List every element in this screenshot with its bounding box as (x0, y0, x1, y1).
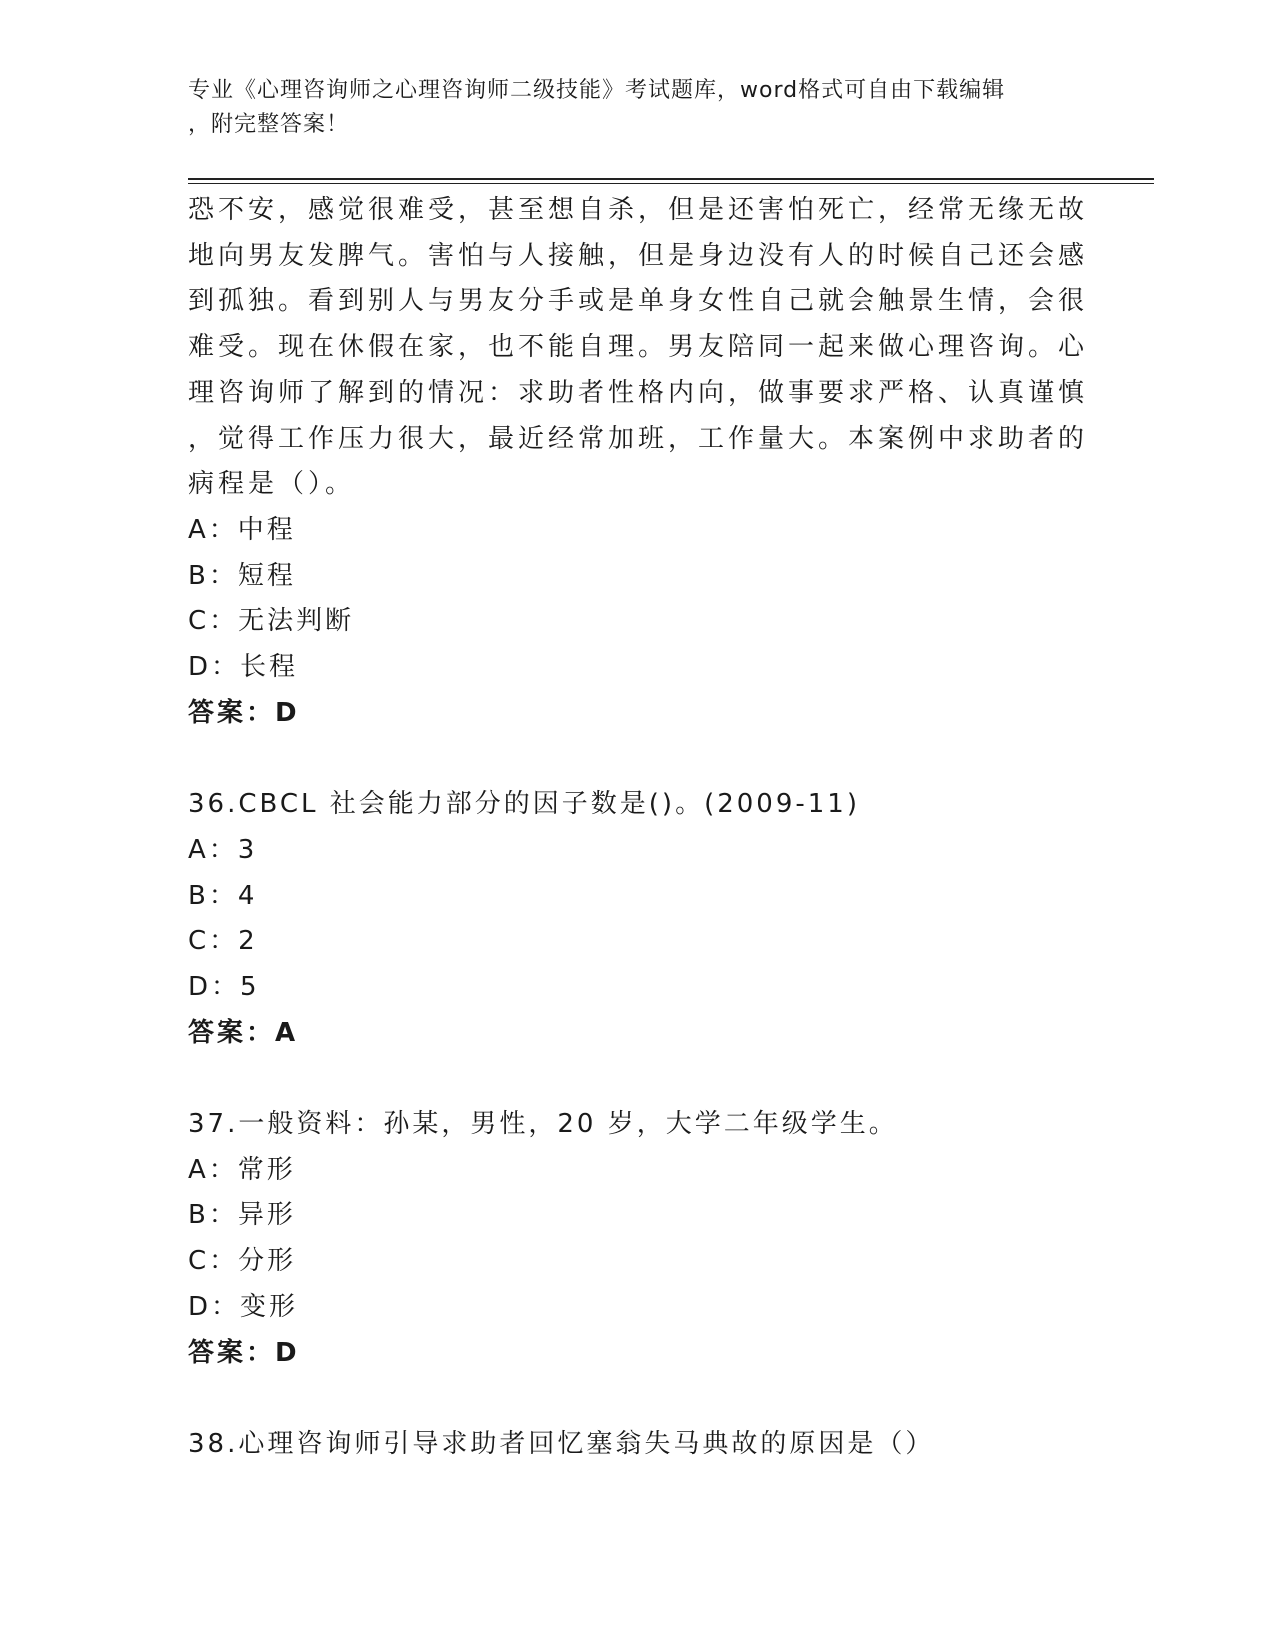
option-c: C：2 (188, 926, 258, 957)
document-header (188, 74, 1068, 142)
question-37-stem: 37.一般资料：孙某，男性，20 岁，大学二年级学生。 (188, 1109, 898, 1140)
option-a: A：中程 (188, 514, 296, 545)
question-37 (188, 1102, 1068, 1376)
answer-label: 答案： (188, 697, 276, 728)
question-35 (188, 188, 1089, 736)
stem-line: ，觉得工作压力很大，最近经常加班，工作量大。本案例中求助者的 (188, 423, 1089, 454)
option-d: D：5 (188, 971, 260, 1002)
header-title-line-1: 专业《心理咨询师之心理咨询师二级技能》考试题库，word格式可自由下载编辑 (188, 78, 1006, 103)
stem-line: 地向男友发脾气。害怕与人接触，但是身边没有人的时候自己还会感 (188, 240, 1089, 271)
option-c: C：分形 (188, 1246, 297, 1277)
option-b: B：短程 (188, 560, 296, 591)
option-c: C：无法判断 (188, 606, 355, 637)
option-d: D：长程 (188, 652, 299, 683)
header-divider-thin (188, 183, 1154, 184)
question-35-stem (188, 188, 1089, 508)
answer-line (188, 691, 1068, 737)
option-b: B：异形 (188, 1200, 296, 1231)
answer-value: D (275, 1337, 300, 1368)
stem-line: 难受。现在休假在家，也不能自理。男友陪同一起来做心理咨询。心 (188, 332, 1089, 363)
question-36 (188, 782, 1068, 1056)
question-38 (188, 1422, 1068, 1468)
answer-line (188, 1331, 1068, 1377)
option-d: D：变形 (188, 1291, 299, 1322)
answer-value: A (275, 1017, 299, 1048)
stem-line: 恐不安，感觉很难受，甚至想自杀，但是还害怕死亡，经常无缘无故 (188, 195, 1089, 225)
stem-line: 病程是（）。 (188, 469, 356, 500)
question-38-stem: 38.心理咨询师引导求助者回忆塞翁失马典故的原因是（） (188, 1428, 935, 1459)
header-title-line-2: ，附完整答案！ (188, 112, 350, 137)
option-a: A：常形 (188, 1154, 296, 1185)
option-a: A：3 (188, 834, 258, 865)
answer-label: 答案： (188, 1017, 276, 1048)
answer-label: 答案： (188, 1337, 276, 1368)
stem-line: 理咨询师了解到的情况：求助者性格内向，做事要求严格、认真谨慎 (188, 377, 1089, 408)
answer-value: D (275, 697, 300, 728)
answer-line (188, 1011, 1068, 1057)
header-divider-thick (188, 178, 1154, 180)
option-b: B：4 (188, 880, 258, 911)
question-36-stem: 36.CBCL 社会能力部分的因子数是()。(2009-11) (188, 789, 860, 820)
document-body (188, 188, 1089, 1468)
stem-line: 到孤独。看到别人与男友分手或是单身女性自己就会触景生情，会很 (188, 286, 1089, 317)
